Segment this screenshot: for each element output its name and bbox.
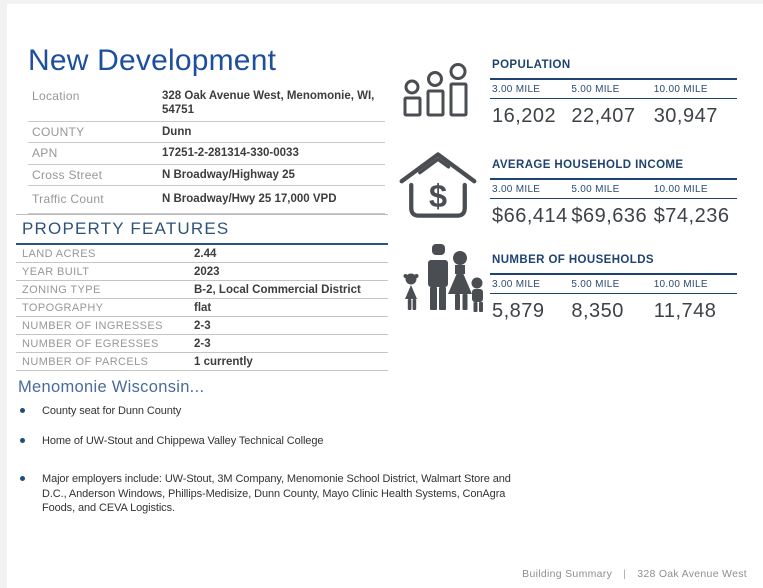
list-item — [20, 404, 525, 419]
population-section — [490, 59, 737, 128]
row-label: COUNTY — [32, 124, 85, 139]
svg-text:$: $ — [428, 178, 448, 215]
row-value: N Broadway/Highway 25 — [162, 168, 295, 181]
about-heading: Menomonie Wisconsin... — [18, 378, 205, 396]
column-header: 10.00 MILE — [653, 279, 708, 290]
bullet-icon — [20, 476, 25, 481]
row-label: NUMBER OF PARCELS — [22, 355, 149, 368]
list-item — [20, 472, 525, 516]
table-row — [16, 281, 388, 299]
column-headers — [490, 80, 737, 98]
column-header: 10.00 MILE — [653, 184, 708, 195]
list-item — [20, 434, 525, 449]
table-row — [16, 335, 388, 353]
row-label: Location — [32, 89, 80, 103]
section-heading: POPULATION — [492, 59, 571, 71]
building-summary-page — [7, 4, 763, 588]
column-headers — [490, 275, 737, 293]
house-dollar-icon — [395, 149, 481, 223]
row-label: ZONING TYPE — [22, 283, 101, 296]
column-header: 10.00 MILE — [653, 84, 708, 95]
income-table — [490, 178, 737, 199]
column-header: 3.00 MILE — [492, 279, 541, 290]
row-label: Cross Street — [32, 167, 103, 182]
row-label: NUMBER OF EGRESSES — [22, 337, 159, 350]
population-table — [490, 78, 737, 99]
table-row — [16, 353, 388, 371]
table-row — [28, 143, 385, 164]
row-value: flat — [194, 301, 212, 314]
bullet-text: Home of UW-Stout and Chippewa Valley Technical College — [42, 435, 324, 447]
section-heading: PROPERTY FEATURES — [16, 215, 388, 245]
footer-address: 328 Oak Avenue West — [637, 568, 747, 580]
section-heading: NUMBER OF HOUSEHOLDS — [492, 254, 654, 266]
table-row — [28, 86, 385, 122]
table-row — [28, 165, 385, 186]
column-header: 3.00 MILE — [492, 184, 541, 195]
stat-value: 5,879 — [492, 300, 545, 322]
stat-value: $74,236 — [653, 205, 730, 227]
bullet-icon — [20, 408, 25, 413]
location-table — [28, 86, 385, 214]
bullet-text: County seat for Dunn County — [42, 405, 182, 417]
table-row — [28, 122, 385, 143]
family-icon — [403, 244, 485, 314]
page-title: New Development — [28, 44, 277, 77]
row-value: Dunn — [162, 125, 192, 138]
footer-label: Building Summary — [522, 568, 613, 580]
row-label: Traffic Count — [32, 191, 104, 206]
households-section — [490, 254, 737, 323]
value-row — [490, 296, 737, 325]
stat-value: 30,947 — [653, 105, 718, 127]
row-value: B-2, Local Commercial District — [194, 283, 361, 296]
section-heading: AVERAGE HOUSEHOLD INCOME — [492, 159, 684, 171]
stat-value: $66,414 — [492, 205, 568, 227]
column-headers — [490, 180, 737, 198]
bullet-text: Major employers include: UW-Stout, 3M Company, Menomonie School District, Walmart Store and D.C., Anderson Windows, Phillips-Medisize, Dunn County, Mayo Clinic Health Systems, ConAgra Foods, and CEVA Logistics. — [42, 473, 511, 515]
stat-value: 22,407 — [571, 105, 636, 127]
stat-value: 16,202 — [492, 105, 557, 127]
row-value: 17251-2-281314-330-0033 — [162, 147, 299, 160]
column-header: 3.00 MILE — [492, 84, 541, 95]
people-group-icon — [401, 62, 469, 118]
table-row — [16, 317, 388, 335]
table-row — [28, 186, 385, 214]
row-label: LAND ACRES — [22, 247, 96, 260]
value-row — [490, 201, 737, 230]
property-features-section — [16, 214, 388, 371]
bullet-icon — [20, 438, 25, 443]
page-footer — [522, 568, 747, 580]
row-value: 2.44 — [194, 247, 217, 260]
table-row — [16, 245, 388, 263]
row-label: YEAR BUILT — [22, 265, 90, 278]
income-section — [490, 159, 737, 228]
footer-separator: | — [623, 568, 627, 580]
row-value: 2-3 — [194, 337, 211, 350]
row-label: APN — [32, 146, 58, 161]
households-table — [490, 273, 737, 294]
row-label: TOPOGRAPHY — [22, 301, 104, 314]
column-header: 5.00 MILE — [571, 279, 620, 290]
stat-value: 8,350 — [571, 300, 624, 322]
row-value: N Broadway/Hwy 25 17,000 VPD — [162, 192, 337, 205]
row-label: NUMBER OF INGRESSES — [22, 319, 163, 332]
column-header: 5.00 MILE — [571, 184, 620, 195]
stat-value: 11,748 — [653, 300, 717, 322]
stat-value: $69,636 — [571, 205, 648, 227]
row-value: 2023 — [194, 265, 220, 278]
table-row — [16, 299, 388, 317]
table-row — [16, 263, 388, 281]
row-value: 328 Oak Avenue West, Menomonie, WI, 54751 — [162, 90, 375, 117]
value-row — [490, 101, 737, 130]
row-value: 2-3 — [194, 319, 211, 332]
column-header: 5.00 MILE — [571, 84, 620, 95]
row-value: 1 currently — [194, 355, 253, 368]
